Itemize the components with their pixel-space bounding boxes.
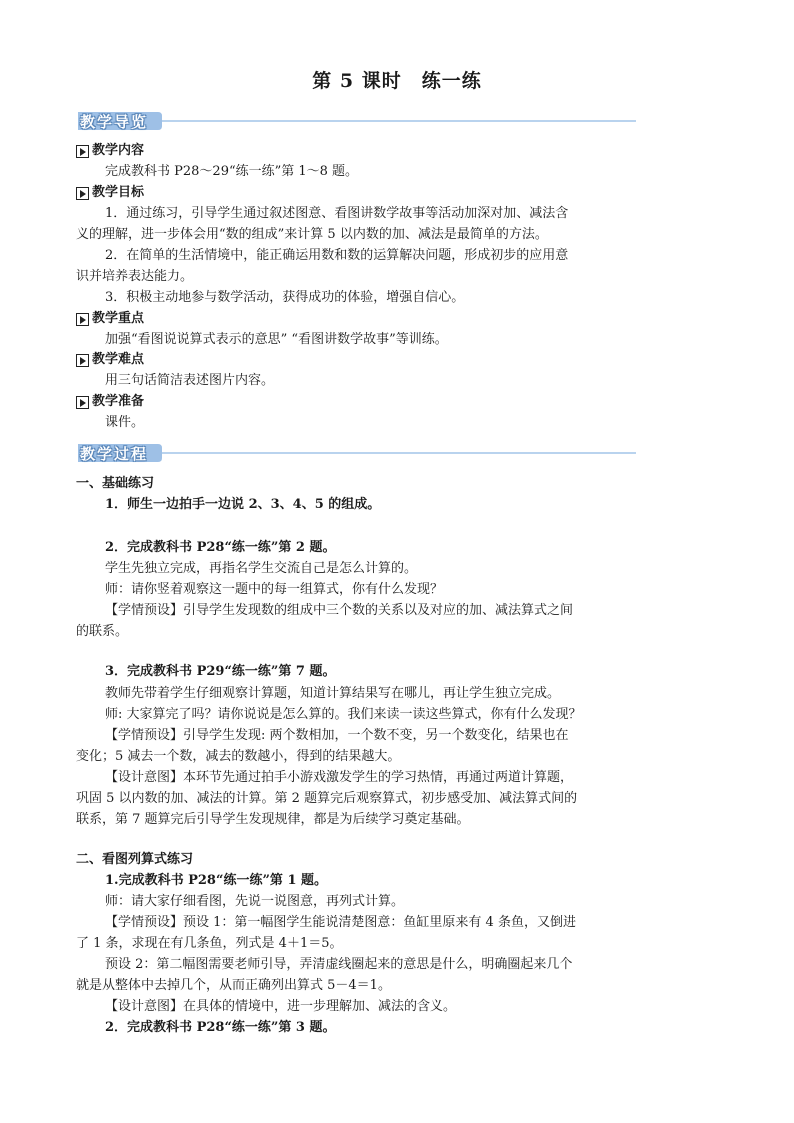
item2-p3-line1: 【学情预设】引导学生发现数的组成中三个数的关系以及对应的加、减法算式之间 — [105, 603, 574, 618]
item2-p2: 师：请你竖着观察这一题中的每一组算式，你有什么发现？ — [105, 582, 444, 597]
banner-title-guide: 教学导览 — [80, 113, 149, 131]
part1-heading: 一、基础练习 — [76, 476, 155, 491]
content-text: 完成教科书 P28～29“练一练”第 1～8 题。 — [105, 164, 359, 179]
banner-decoration-icon — [76, 440, 636, 470]
goal1-line1: 1．通过练习，引导学生通过叙述图意、看图讲数学故事等活动加深对加、减法含 — [105, 206, 569, 221]
item5: 2．完成教科书 P28“练一练”第 3 题。 — [105, 1020, 336, 1035]
item3-p4-line2: 巩固 5 以内数的加、减法的计算。第 2 题算完后观察算式，初步感受加、减法算式间的 — [76, 791, 578, 806]
item4-p3-line2: 就是从整体中去掉几个，从而正确列出算式 5－4＝1。 — [76, 978, 391, 993]
difficulty-text: 用三句话简洁表述图片内容。 — [105, 373, 275, 388]
section-banner-process — [76, 440, 636, 470]
heading-content-label: 教学内容 — [92, 143, 145, 158]
item4-p4: 【设计意图】在具体的情境中，进一步理解加、减法的含义。 — [105, 999, 457, 1014]
play-triangle-icon — [76, 145, 89, 158]
banner-decoration-icon — [76, 108, 636, 138]
heading-key — [76, 309, 144, 329]
heading-difficulty-label: 教学难点 — [92, 352, 145, 367]
play-triangle-icon — [76, 313, 89, 326]
page-title: 第 5 课时 练一练 — [312, 70, 482, 92]
item3-p3-line2: 变化；5 减去一个数，减去的数越小，得到的结果越大。 — [76, 749, 401, 764]
heading-prep-label: 教学准备 — [92, 394, 145, 409]
item3-p2: 师: 大家算完了吗？请你说说是怎么算的。我们来读一读这些算式，你有什么发现？ — [105, 707, 582, 722]
heading-content — [76, 141, 144, 161]
heading-goals — [76, 183, 144, 203]
item2-p1: 学生先独立完成，再指名学生交流自己是怎么计算的。 — [105, 561, 418, 576]
item4: 1.完成教科书 P28“练一练”第 1 题。 — [105, 873, 328, 888]
item3: 3．完成教科书 P29“练一练”第 7 题。 — [105, 664, 336, 679]
goal2-line2: 识并培养表达能力。 — [76, 269, 194, 284]
item2-p3-line2: 的联系。 — [76, 624, 129, 639]
key-text: 加强“看图说说算式表示的意思” “看图讲数学故事”等训练。 — [105, 332, 448, 347]
item1: 1．师生一边拍手一边说 2、3、4、5 的组成。 — [105, 497, 381, 512]
heading-difficulty — [76, 350, 144, 370]
part2-heading: 二、看图列算式练习 — [76, 852, 194, 867]
item4-p1: 师：请大家仔细看图，先说一说图意，再列式计算。 — [105, 894, 405, 909]
item4-p3-line1: 预设 2：第二幅图需要老师引导，弄清虚线圈起来的意思是什么，明确圈起来几个 — [105, 957, 573, 972]
play-triangle-icon — [76, 396, 89, 409]
item4-p2-line2: 了 1 条，求现在有几条鱼，列式是 4＋1＝5。 — [76, 936, 343, 951]
goal3: 3．积极主动地参与数学活动，获得成功的体验，增强自信心。 — [105, 290, 465, 305]
heading-goals-label: 教学目标 — [92, 185, 145, 200]
play-triangle-icon — [76, 187, 89, 200]
heading-prep — [76, 392, 144, 412]
section-banner-guide — [76, 108, 636, 138]
prep-text: 课件。 — [105, 415, 145, 430]
item3-p4-line1: 【设计意图】本环节先通过拍手小游戏激发学生的学习热情，再通过两道计算题， — [105, 770, 574, 785]
heading-key-label: 教学重点 — [92, 311, 145, 326]
item3-p1: 教师先带着学生仔细观察计算题，知道计算结果写在哪儿，再让学生独立完成。 — [105, 686, 561, 701]
item3-p3-line1: 【学情预设】引导学生发现: 两个数相加，一个数不变，另一个数变化，结果也在 — [105, 728, 569, 743]
goal1-line2: 义的理解，进一步体会用“数的组成”来计算 5 以内数的加、减法是最简单的方法。 — [76, 227, 548, 242]
item4-p2-line1: 【学情预设】预设 1：第一幅图学生能说清楚图意：鱼缸里原来有 4 条鱼，又倒进 — [105, 915, 576, 930]
item3-p4-line3: 联系，第 7 题算完后引导学生发现规律，都是为后续学习奠定基础。 — [76, 812, 470, 827]
item2: 2．完成教科书 P28“练一练”第 2 题。 — [105, 540, 336, 555]
banner-title-process: 教学过程 — [80, 445, 149, 463]
play-triangle-icon — [76, 354, 89, 367]
goal2-line1: 2．在简单的生活情境中，能正确运用数和数的运算解决问题，形成初步的应用意 — [105, 248, 569, 263]
